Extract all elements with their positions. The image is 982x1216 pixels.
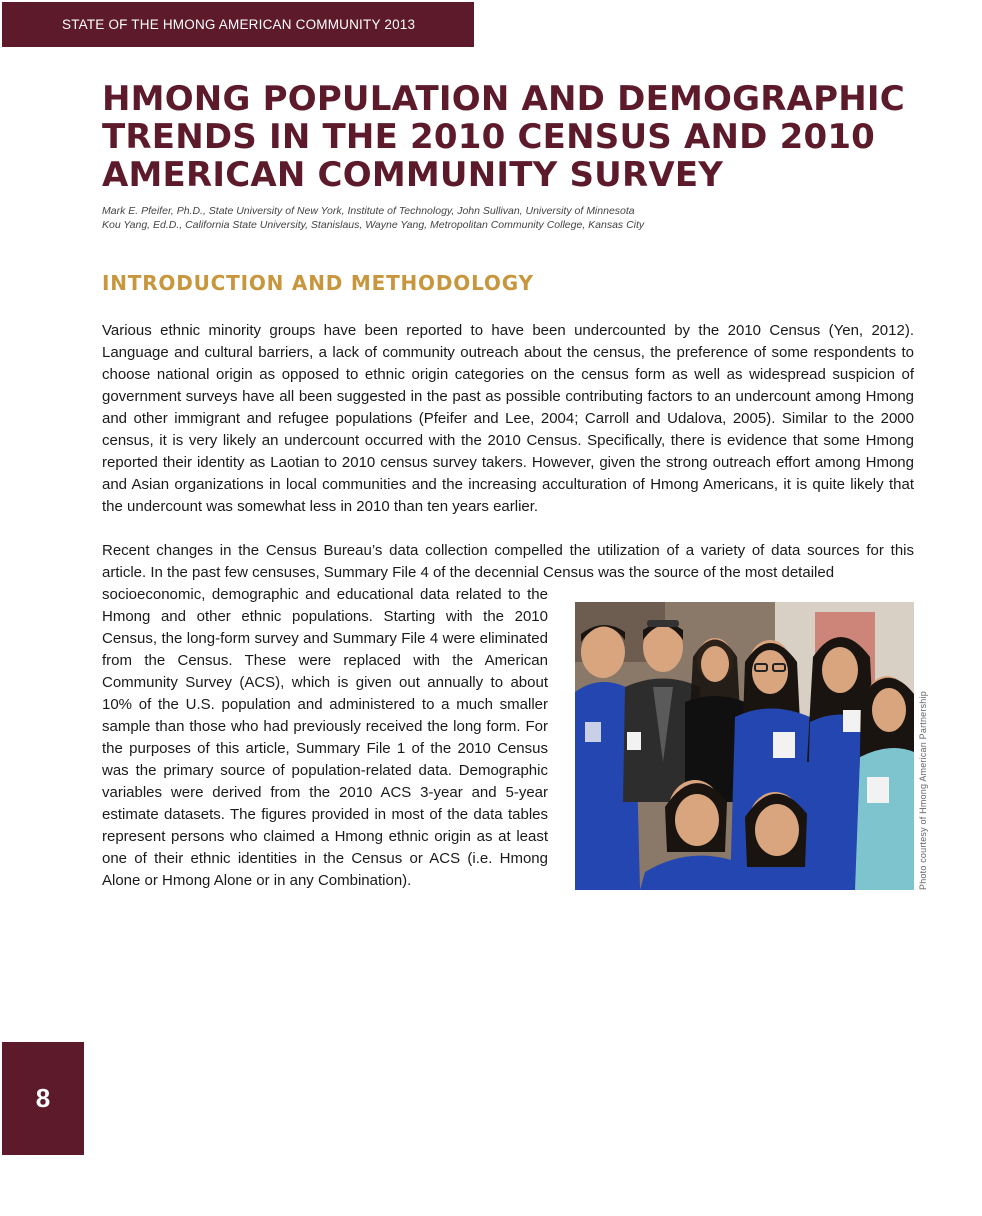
photo-caption: Photo courtesy of Hmong American Partnership <box>918 691 928 890</box>
group-photo <box>575 602 914 890</box>
title-line: HMONG POPULATION AND DEMOGRAPHIC <box>102 79 905 119</box>
title-line: AMERICAN COMMUNITY SURVEY <box>102 155 724 195</box>
page-number: 8 <box>35 1083 51 1113</box>
running-header <box>2 2 474 47</box>
running-header-label: STATE OF THE HMONG AMERICAN COMMUNITY 2013 <box>62 17 416 32</box>
body-paragraph: Various ethnic minority groups have been reported to have been undercounted by the 2010 Census (Yen, 2012). Language and cultural barriers, a lack of community outreach about the census, the preference of some respondents to choose national origin as opposed to ethnic origin categories on the census form as well as widespread suspicion of government surveys have all been suggested in the past as possible contributing factors to an undercount among Hmong and other immigrant and refugee populations (Pfeifer and Lee, 2004; Carroll and Udalova, 2005). Similar to the 2000 census, it is very likely an undercount occurred with the 2010 Census. Specifically, there is evidence that some Hmong reported their identity as Laotian to 2010 census survey takers. However, given the strong outreach effort among Hmong and Asian organizations in local communities and the increasing acculturation of Hmong Americans, it is quite likely that the undercount was somewhat less in 2010 than ten years earlier. <box>102 322 914 515</box>
section-heading: INTRODUCTION AND METHODOLOGY <box>102 271 534 295</box>
article-title <box>102 80 922 194</box>
title-line: TRENDS IN THE 2010 CENSUS AND 2010 <box>102 117 876 157</box>
author-line: Kou Yang, Ed.D., California State University, Stanislaus, Wayne Yang, Metropolitan Community College, Kansas City <box>102 219 645 231</box>
author-line: Mark E. Pfeifer, Ph.D., State University of New York, Institute of Technology, John Sullivan, University of Minnesota <box>102 205 635 217</box>
page-number-box <box>2 1042 84 1155</box>
author-list <box>102 204 902 232</box>
body-paragraph: socioeconomic, demographic and educational data related to the Hmong and other ethnic populations. Starting with the 2010 Census, the long-form survey and Summary File 4 were eliminated from the Census. These were replaced with the American Community Survey (ACS), which is given out annually to about 10% of the U.S. population and administered to a much smaller sample than those who had previously received the long form. For the purposes of this article, Summary File 1 of the 2010 Census was the primary source of population-related data. Demographic variables were derived from the 2010 ACS 3-year and 5-year estimate datasets. The figures provided in most of the data tables represent persons who claimed a Hmong ethnic origin as at least one of their ethnic identities in the Census or ACS (i.e. Hmong Alone or Hmong Alone or in any Combination). <box>102 586 548 889</box>
body-paragraph: Recent changes in the Census Bureau’s data collection compelled the utilization of a variety of data sources for this article. In the past few censuses, Summary File 4 of the decennial Census was the source of the most detailed <box>102 542 914 581</box>
